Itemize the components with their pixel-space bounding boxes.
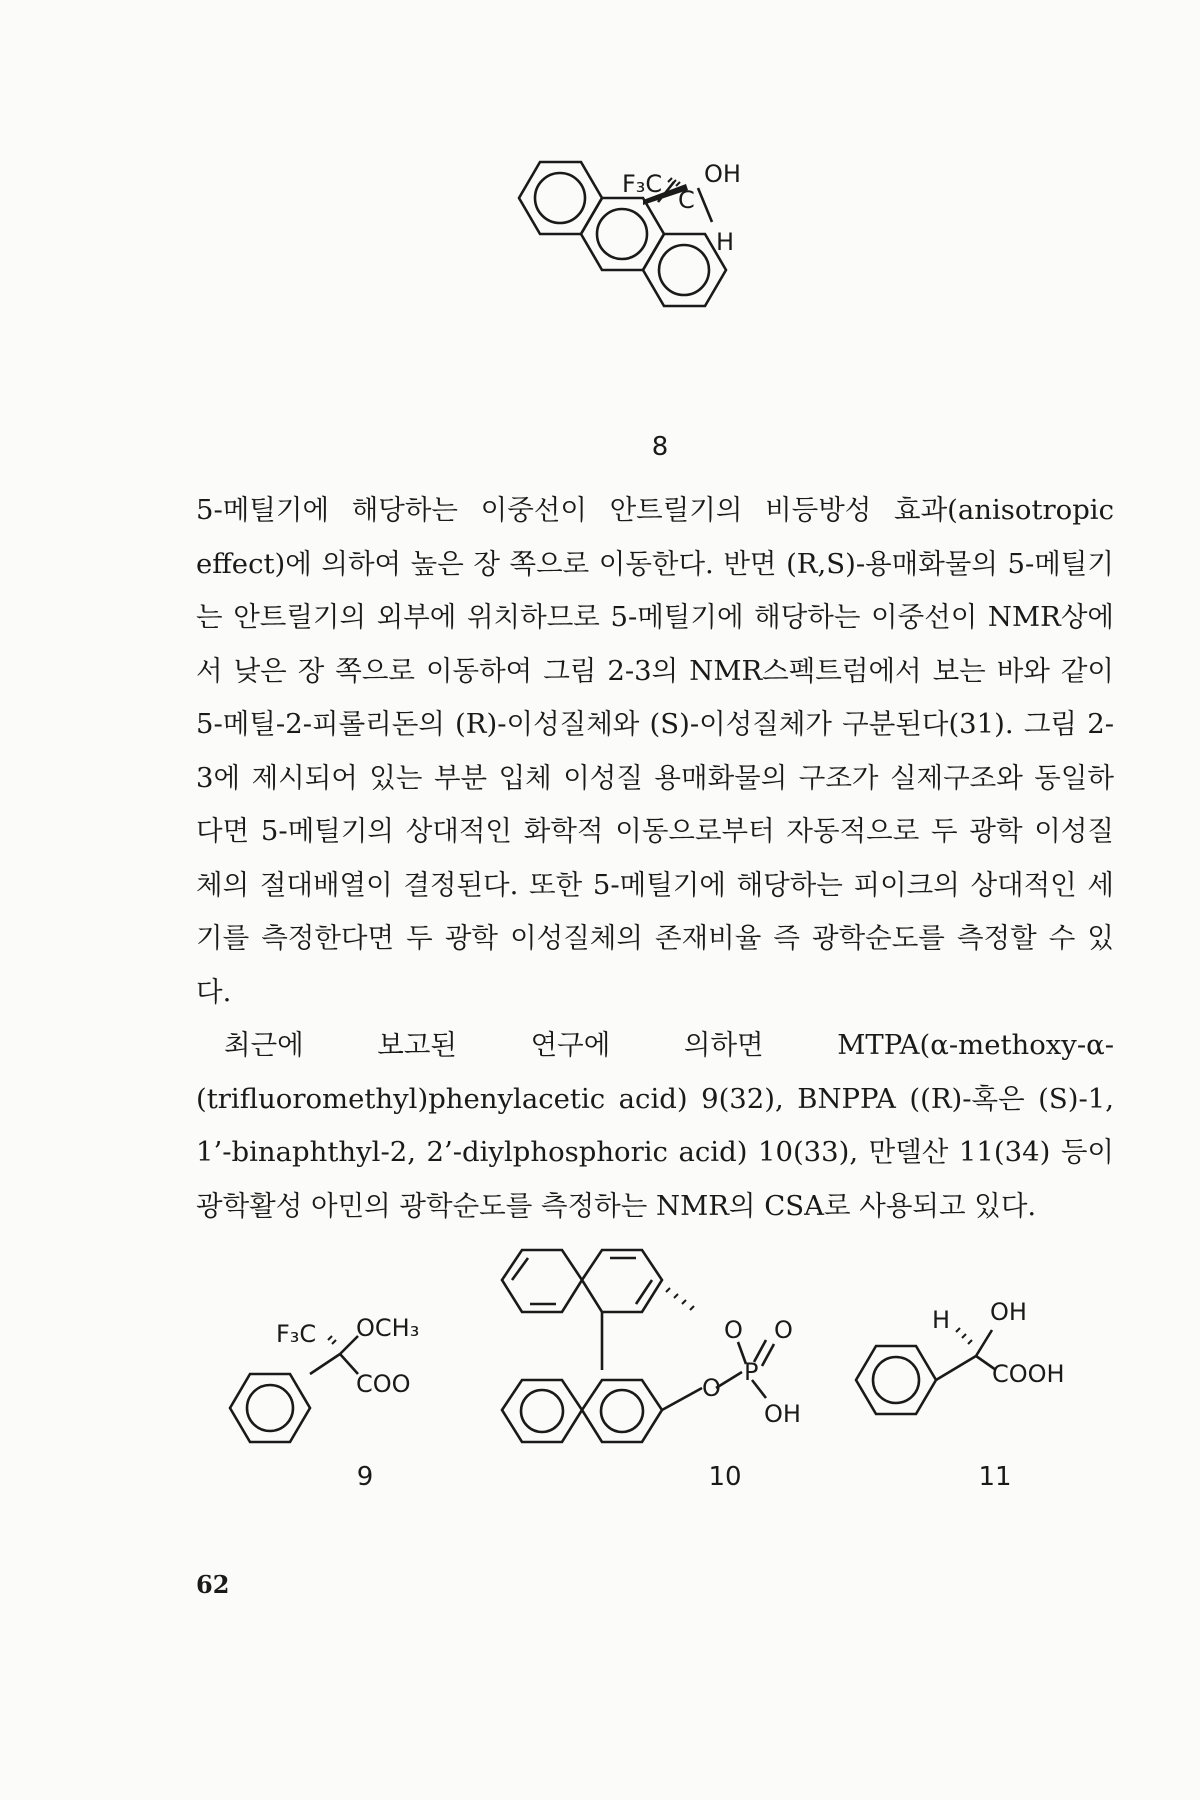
- carboxylic-acid-label: COOH: [992, 1360, 1065, 1388]
- compound-number-9: 9: [356, 1462, 374, 1492]
- cf3-label: F₃C: [276, 1320, 317, 1348]
- ether-oxygen-2-label: O: [702, 1374, 721, 1402]
- page-number: 62: [196, 1570, 230, 1599]
- phosphoryl-oxygen-label: O: [774, 1316, 793, 1344]
- carboxylate-label: COO: [356, 1370, 411, 1398]
- phosphorus-label: P: [744, 1358, 759, 1386]
- compound-number-10: 10: [708, 1462, 742, 1492]
- hydrogen-label: H: [716, 228, 735, 256]
- structure-9: [200, 1290, 460, 1470]
- paragraph-1: 5-메틸기에 해당하는 이중선이 안트릴기의 비등방성 효과(anisotropic effect)에 의하여 높은 장 쪽으로 이동한다. 반면 (R,S)-용매화물의 5-메틸기는 안트릴기의 외부에 위치하므로 5-메틸기에 해당하는 이중선이 NMR상에서 낮은 장 쪽으로 이동하여 그림 2-3의 NMR스펙트럼에서 보는 바와 같이 5-메틸-2-피롤리돈의 (R)-이성질체와 (S)-이성질체가 구분된다(31). 그림 2-3에 제시되어 있는 부분 입체 이성질 용매화물의 구조가 실제구조와 동일하다면 5-메틸기의 상대적인 화학적 이동으로부터 자동적으로 두 광학 이성질체의 절대배열이 결정된다. 또한 5-메틸기에 해당하는 피이크의 상대적인 세기를 측정한다면 두 광학 이성질체의 존재비율 즉 광학순도를 측정할 수 있다.: [196, 494, 1114, 1008]
- paragraph-2: 최근에 보고된 연구에 의하면 MTPA(α-methoxy-α-(trifluoromethyl)phenylacetic acid) 9(32), BNPPA ((R)-혹은 (S)-1, 1’-binaphthyl-2, 2’-diylphosphoric acid) 10(33), 만델산 11(34) 등이 광학활성 아민의 광학순도를 측정하는 NMR의 CSA로 사용되고 있다.: [196, 1029, 1114, 1222]
- structure-8: [490, 140, 830, 440]
- hydrogen-label: H: [932, 1306, 951, 1334]
- methoxy-label: OCH₃: [356, 1314, 420, 1342]
- compound-number-11: 11: [978, 1462, 1012, 1492]
- mandelic-acid-structure-drawing: [840, 1270, 1110, 1450]
- ether-oxygen-1-label: O: [724, 1316, 743, 1344]
- hydroxyl-label: OH: [764, 1400, 801, 1428]
- compound-number-8: 8: [651, 432, 669, 462]
- structure-10: [480, 1240, 820, 1480]
- hydroxyl-label: OH: [990, 1298, 1027, 1326]
- structure-11: [840, 1270, 1110, 1450]
- cf3-label: F₃C: [622, 170, 663, 198]
- mtpa-structure-drawing: [200, 1290, 460, 1470]
- body-text: [196, 484, 1114, 1233]
- hydroxyl-label: OH: [704, 160, 741, 188]
- bnppa-structure-drawing: [480, 1240, 820, 1480]
- carbon-label: C: [678, 186, 695, 214]
- anthracene-structure-drawing: [490, 140, 830, 440]
